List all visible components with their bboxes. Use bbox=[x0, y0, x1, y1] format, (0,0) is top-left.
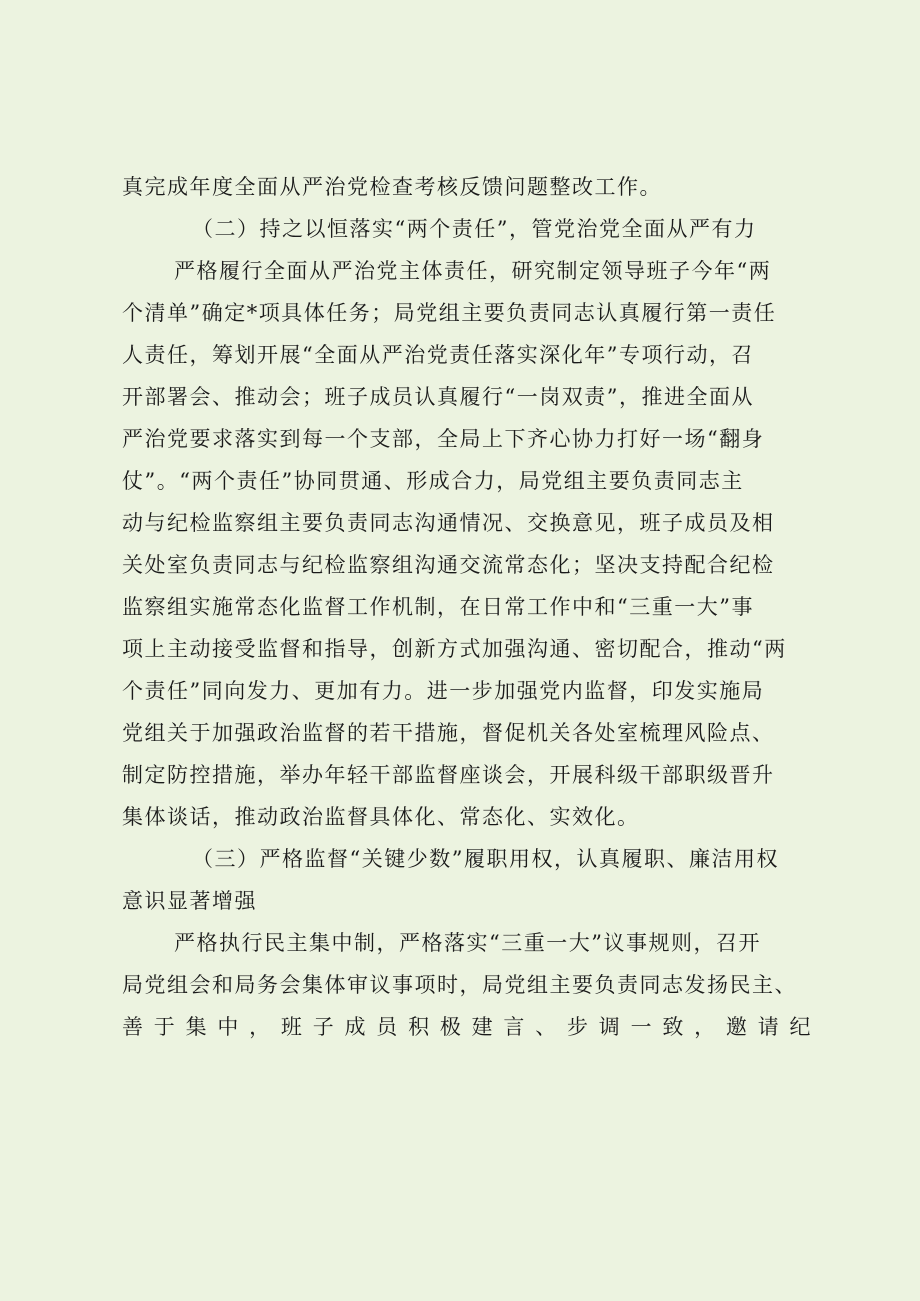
paragraph-line: 制定防控措施，举办年轻干部监督座谈会，开展科级干部职级晋升 bbox=[122, 763, 775, 787]
paragraph-line: 个清单”确定*项具体任务；局党组主要负责同志认真履行第一责任 bbox=[122, 301, 777, 325]
paragraph-line: 关处室负责同志与纪检监察组沟通交流常态化；坚决支持配合纪检 bbox=[122, 553, 775, 577]
paragraph-line: 监察组实施常态化监督工作机制，在日常工作中和“三重一大”事 bbox=[122, 595, 754, 619]
paragraph-line: 人责任，筹划开展“全面从严治党责任落实深化年”专项行动，召 bbox=[122, 343, 754, 367]
paragraph-line: 动与纪检监察组主要负责同志沟通情况、交换意见，班子成员及相 bbox=[122, 511, 775, 535]
paragraph-line: 善于集中，班子成员积极建言、步调一致，邀请纪 bbox=[122, 1015, 812, 1039]
paragraph-line: 真完成年度全面从严治党检查考核反馈问题整改工作。 bbox=[122, 175, 662, 199]
paragraph-line: 集体谈话，推动政治监督具体化、常态化、实效化。 bbox=[122, 805, 640, 829]
paragraph-line: 仗”。“两个责任”协同贯通、形成合力，局党组主要负责同志主 bbox=[122, 469, 744, 493]
document-body bbox=[122, 166, 812, 1048]
section-heading-3: （三）严格监督“关键少数”履职用权，认真履职、廉洁用权 bbox=[192, 847, 779, 871]
paragraph-line: 严格执行民主集中制，严格落实“三重一大”议事规则，召开 bbox=[174, 931, 761, 955]
paragraph-line: 局党组会和局务会集体审议事项时，局党组主要负责同志发扬民主、 bbox=[122, 973, 797, 997]
paragraph-line: 严治党要求落实到每一个支部，全局上下齐心协力打好一场“翻身 bbox=[122, 427, 765, 451]
paragraph-line: 个责任”同向发力、更加有力。进一步加强党内监督，印发实施局 bbox=[122, 679, 765, 703]
section-heading-2: （二）持之以恒落实“两个责任”，管党治党全面从严有力 bbox=[192, 217, 757, 241]
paragraph-line: 严格履行全面从严治党主体责任，研究制定领导班子今年“两 bbox=[174, 259, 772, 283]
paragraph-line: 党组关于加强政治监督的若干措施，督促机关各处室梳理风险点、 bbox=[122, 721, 775, 745]
paragraph-line: 项上主动接受监督和指导，创新方式加强沟通、密切配合，推动“两 bbox=[122, 637, 787, 661]
section-heading-3-continued: 意识显著增强 bbox=[122, 889, 257, 913]
paragraph-line: 开部署会、推动会；班子成员认真履行“一岗双责”，推进全面从 bbox=[122, 385, 754, 409]
